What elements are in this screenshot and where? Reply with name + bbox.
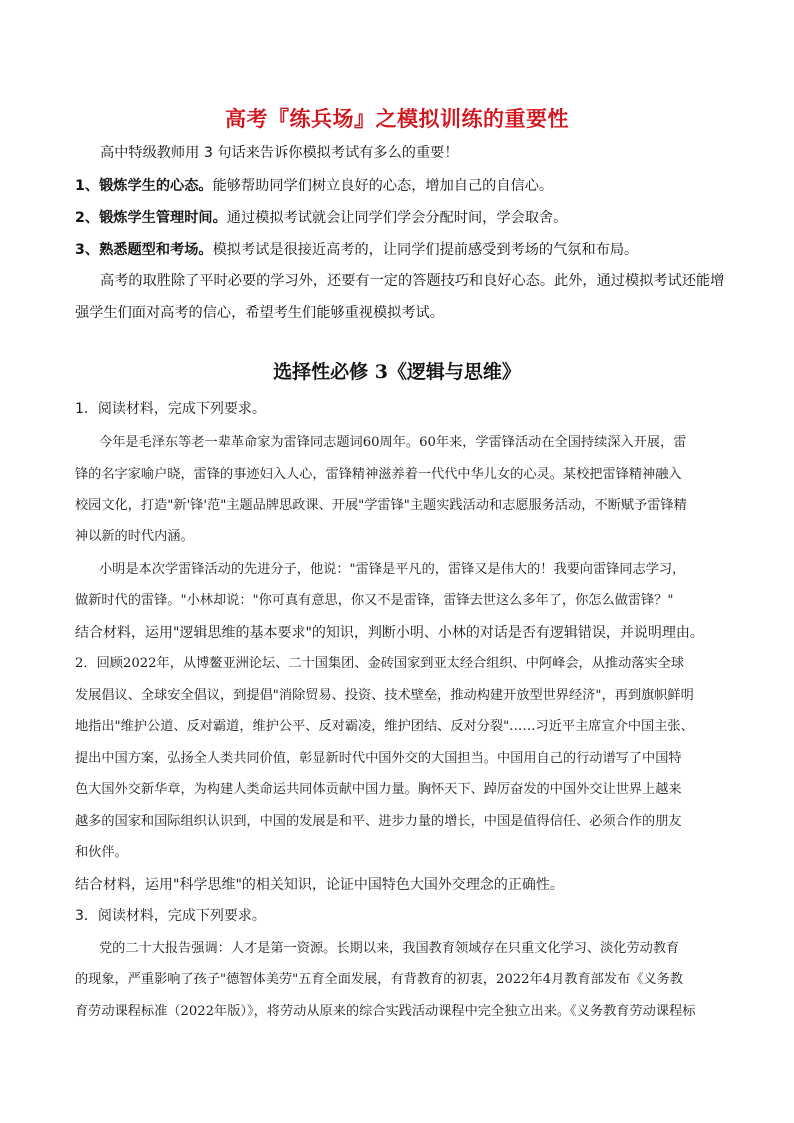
point-1-num: 1、 [75, 178, 100, 194]
q2-line-5: 色大国外交新华章，为构建人类命运共同体贡献中国力量。胸怀天下、踔厉奋发的中国外交让世界上越来 [75, 782, 682, 797]
q1-line-1: 今年是毛泽东等老一辈革命家为雷锋同志题词60周年。60年来，学雷锋活动在全国持续深入开展，雷 [99, 435, 687, 450]
page-title: 高考『练兵场』之模拟训练的重要性 [225, 107, 569, 131]
point-2 [75, 208, 725, 228]
q2-line-7: 和伙伴。 [75, 845, 128, 860]
q1-question: 结合材料，运用"逻辑思维的基本要求"的知识，判断小明、小林的对话是否有逻辑错误，并说明理由。 [75, 625, 704, 641]
point-3-heading: 熟悉题型和考场。 [99, 242, 213, 258]
q1-line-6: 做新时代的雷锋。"小林却说："你可真有意思，你又不是雷锋，雷锋去世这么多年了，你怎么做雷锋？" [75, 593, 674, 608]
q1-line-5: 小明是本次学雷锋活动的先进分子，他说："雷锋是平凡的，雷锋又是伟大的！我要向雷锋同志学习， [99, 562, 686, 577]
point-3-num: 3、 [75, 242, 100, 258]
intro-text: 高中特级教师用 3 句话来告诉你模拟考试有多么的重要！ [100, 145, 459, 161]
point-1-heading: 锻炼学生的心态。 [99, 178, 213, 194]
q1-line-3: 校园文化，打造"新'锋'范"主题品牌思政课、开展"学雷锋"主题实践活动和志愿服务活动，不断赋予雷锋精 [75, 498, 687, 513]
q2-line-1: 2．回顾2022年，从博鳌亚洲论坛、二十国集团、金砖国家到亚太经合组织、中阿峰会，从推动落实全球 [75, 656, 685, 671]
point-3 [75, 240, 725, 260]
q1-label: 1．阅读材料，完成下列要求。 [75, 401, 266, 417]
q2-line-6: 越多的国家和国际组织认识到，中国的发展是和平、进步力量的增长，中国是值得信任、必须合作的朋友 [75, 814, 682, 829]
q3-line-2: 的现象，严重影响了孩子"德智体美劳"五育全面发展，有背教育的初衷，2022年4月教育部发布《义务教 [75, 972, 683, 987]
q2-question: 结合材料，运用"科学思维"的相关知识，论证中国特色大国外交理念的正确性。 [75, 877, 564, 893]
q3-label: 3．阅读材料，完成下列要求。 [75, 908, 266, 924]
point-2-text: 通过模拟考试就会让同学们学会分配时间，学会取舍。 [226, 210, 568, 226]
q2-line-2: 发展倡议、全球安全倡议，到提倡"消除贸易、投资、技术壁垒，推动构建开放型世界经济"，再到旗帜鲜明 [75, 688, 694, 703]
q3-line-1: 党的二十大报告强调：人才是第一资源。长期以来，我国教育领域存在只重文化学习、淡化劳动教育 [99, 941, 680, 956]
section-title: 选择性必修 3《逻辑与思维》 [273, 361, 521, 383]
q2-line-3: 地指出"维护公道、反对霸道，维护公平、反对霸凌，维护团结、反对分裂"……习近平主席宣介中国主张、 [75, 719, 694, 734]
q1-line-2: 锋的名字家喻户晓，雷锋的事迹妇入人心，雷锋精神滋养着一代代中华儿女的心灵。某校把雷锋精神融入 [75, 467, 682, 482]
point-2-num: 2、 [75, 210, 100, 226]
point-1-text: 能够帮助同学们树立良好的心态，增加自己的自信心。 [212, 178, 554, 194]
q2-line-4: 提出中国方案，弘扬全人类共同价值，彰显新时代中国外交的大国担当。中国用自己的行动谱写了中国特 [75, 751, 682, 766]
point-3-text: 模拟考试是很接近高考的，让同学们提前感受到考场的气氛和布局。 [212, 242, 639, 258]
q3-line-3: 育劳动课程标准（2022年版）》，将劳动从原来的综合实践活动课程中完全独立出来。《义务教育劳动课程标 [75, 1004, 696, 1019]
point-2-heading: 锻炼学生管理时间。 [99, 210, 227, 226]
closing-line-2: 强学生们面对高考的信心，希望考生们能够重视模拟考试。 [75, 305, 444, 321]
q1-line-4: 神以新的时代内涵。 [75, 529, 194, 544]
closing-line-1: 高考的取胜除了平时必要的学习外，还要有一定的答题技巧和良好心态。此外，通过模拟考试还能增 [100, 273, 725, 289]
point-1 [75, 176, 725, 196]
